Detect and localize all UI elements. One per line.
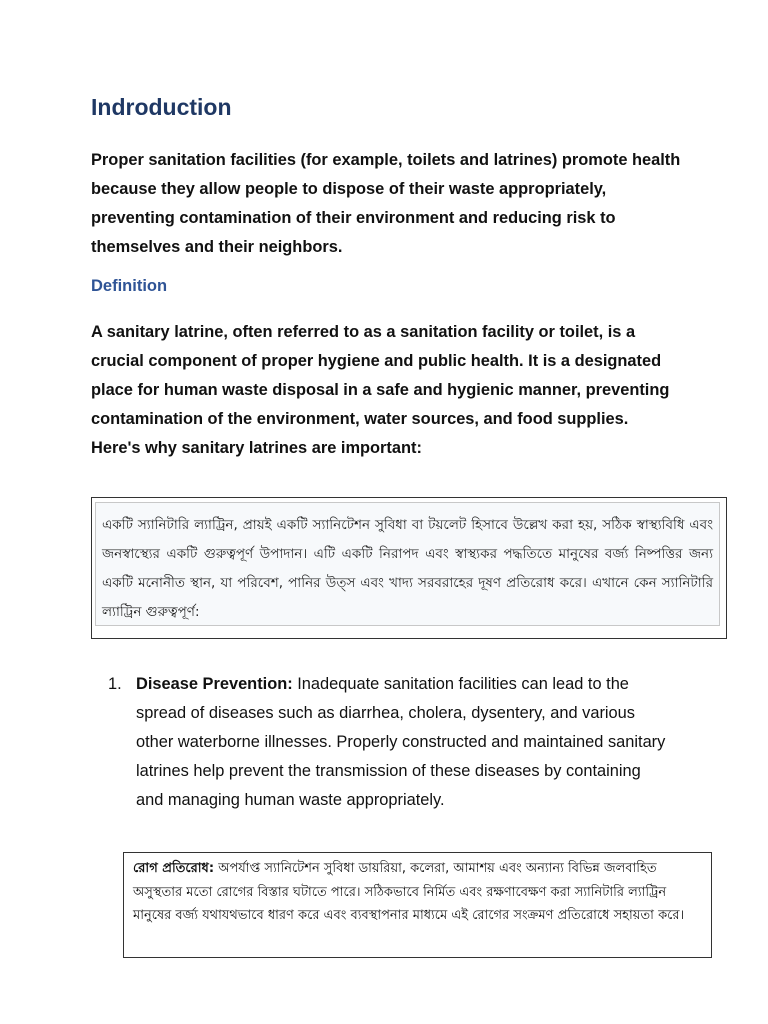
intro-paragraph: Proper sanitation facilities (for example, toilets and latrines) promote health because they allow people to dispose of their waste appropriately, preventing contamination of their environment and reducing risk to themselves and their neighbors. — [91, 151, 681, 256]
list-item-text: Inadequate sanitation facilities can lead to the spread of diseases such as diarrhea, cholera, dysentery, and various other waterborne illnesses. Properly constructed and maintained sanitary latrines help prevent the transmission of these diseases by containing and managing human waste appropriately. — [136, 675, 666, 809]
list-item — [108, 670, 668, 815]
bengali-item-term: রোগ প্রতিরোধ: — [133, 861, 215, 876]
bengali-definition-text: একটি স্যানিটারি ল্যাট্রিন, প্রায়ই একটি স্যানিটেশন সুবিধা বা টয়লেট হিসাবে উল্লেখ করা হয়, সঠিক স্বাস্থ্যবিধি এবং জনস্বাস্থ্যের একটি গুরুত্বপূর্ণ উপাদান। এটি একটি নিরাপদ এবং স্বাস্থ্যকর পদ্ধতিতে মানুষের বর্জ্য নিষ্পত্তির জন্য একটি মনোনীত স্থান, যা পরিবেশ, পানির উত্স এবং খাদ্য সরবরাহের দূষণ প্রতিরোধ করে। এখানে কেন স্যানিটারি ল্যাট্রিন গুরুত্বপূর্ণ: — [95, 502, 720, 626]
bengali-item-text: অপর্যাপ্ত স্যানিটেশন সুবিধা ডায়রিয়া, কলেরা, আমাশয় এবং অন্যান্য বিভিন্ন জলবাহিত অসুস্থতার মতো রোগের বিস্তার ঘটাতে পারে। সঠিকভাবে নির্মিত এবং রক্ষণাবেক্ষণ করা স্যানিটারি ল্যাট্রিন মানুষের বর্জ্য যথাযথভাবে ধারণ করে এবং ব্যবস্থাপনার মাধ্যমে এই রোগের সংক্রমণ প্রতিরোধে সহায়তা করে। — [133, 861, 685, 923]
definition-paragraph: A sanitary latrine, often referred to as a sanitation facility or toilet, is a crucial component of proper hygiene and public health. It is a designated place for human waste disposal in a safe and hygienic manner, preventing contamination of the environment, water sources, and food supplies. Here's why sanitary latrines are important: — [91, 323, 670, 457]
page-title: Indroduction — [91, 94, 232, 120]
bengali-definition-box — [91, 497, 727, 639]
definition-heading: Definition — [91, 277, 168, 295]
importance-list — [108, 670, 668, 815]
list-item-number: 1. — [108, 675, 122, 693]
bengali-item-box — [123, 852, 712, 958]
list-item-term: Disease Prevention: — [136, 675, 293, 693]
